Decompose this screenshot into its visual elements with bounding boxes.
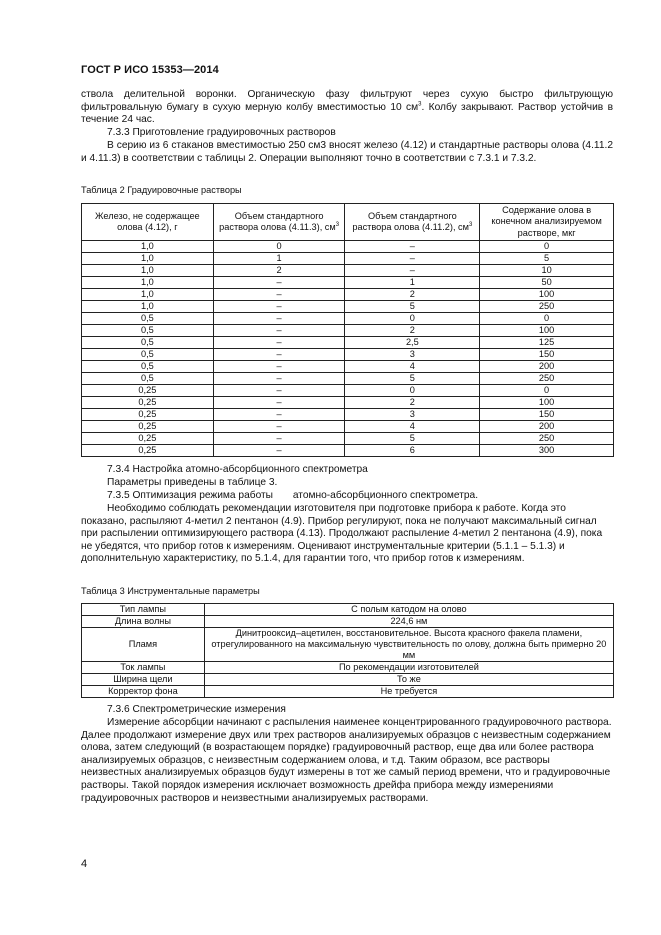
table2-cell: 300 <box>480 445 614 457</box>
table2-cell: 3 <box>345 349 480 361</box>
table2-cell: – <box>345 265 480 277</box>
table2-cell: 250 <box>480 373 614 385</box>
section-7-3-5-heading: 7.3.5 Оптимизация режима работы атомно-абсорбционного спектрометра. <box>107 490 479 501</box>
table2-header-tin-content: Содержание олова в конечном анализируемом растворе, мкг <box>480 204 614 241</box>
table2-cell: 200 <box>480 361 614 373</box>
table2-cell: – <box>213 325 345 337</box>
table2-row <box>82 361 614 373</box>
table2-cell: 5 <box>345 301 480 313</box>
table2-cell: 0,5 <box>82 361 214 373</box>
table3-parameter-name: Ток лампы <box>82 662 205 674</box>
section-7-3-6-heading: 7.3.6 Спектрометрические измерения <box>107 704 286 715</box>
table2-cell: – <box>213 361 345 373</box>
table2-cell: 0 <box>345 385 480 397</box>
table2-cell: 0,25 <box>82 433 214 445</box>
table2-cell: 5 <box>480 253 614 265</box>
table2-cell: 0 <box>480 241 614 253</box>
table2-cell: 0 <box>213 241 345 253</box>
table2-cell: 0,25 <box>82 385 214 397</box>
table2-cell: 1,0 <box>82 277 214 289</box>
table2-row <box>82 313 614 325</box>
table3-parameter-name: Корректор фона <box>82 686 205 698</box>
table3-row <box>82 604 614 616</box>
table2-cell: 50 <box>480 277 614 289</box>
table2-row <box>82 301 614 313</box>
table2-header-volume-4-11-2: Объем стандартного раствора олова (4.11.2), $см^3$ <box>345 204 480 241</box>
table2-cell: 3 <box>345 409 480 421</box>
table2-cell: – <box>213 433 345 445</box>
table3-parameter-name: Длина волны <box>82 616 205 628</box>
table2-cell: 1 <box>345 277 480 289</box>
table2-cell: 100 <box>480 289 614 301</box>
section-7-3-6-text: Измерение абсорбции начинают с распыления наименее концентрированного градуировочного раствора. Далее продолжают измерение двух или трех растворов анализируемых образцов с неизвестным содержанием олова, затем следующий (в возрастающем порядке) градуировочный раствор, еще два или более раствора анализируемых образцов, с неизвестным содержанием олова, и т.д. Таким образом, все растворы неизвестных анализируемых образцов будут измерены в тот же самый период времени, что и градуировочные растворы. Такой порядок измерения исключает возможность дрейфа прибора между измерениями градуировочных растворов и неизвестными анализируемых растворами. <box>81 717 612 804</box>
table2-cell: 6 <box>345 445 480 457</box>
table2-cell: 10 <box>480 265 614 277</box>
table2-cell: 1,0 <box>82 289 214 301</box>
table2-cell: 2 <box>213 265 345 277</box>
table2-cell: – <box>213 313 345 325</box>
section-7-3-3-heading: 7.3.3 Приготовление градуировочных растворов <box>107 127 336 138</box>
table2-cell: – <box>345 241 480 253</box>
table2-cell: – <box>213 445 345 457</box>
table2-cell: 1 <box>213 253 345 265</box>
table2-cell: 2 <box>345 325 480 337</box>
table2-cell: – <box>213 421 345 433</box>
table3-parameter-name: Ширина щели <box>82 674 205 686</box>
table2-row <box>82 289 614 301</box>
table2-cell: 0,25 <box>82 445 214 457</box>
table2-cell: 0,5 <box>82 313 214 325</box>
table3-body <box>82 604 614 698</box>
table2-row <box>82 241 614 253</box>
table3-row <box>82 674 614 686</box>
table2-body <box>82 241 614 457</box>
table2-cell: 100 <box>480 325 614 337</box>
table2-cell: – <box>345 253 480 265</box>
table2-cell: 5 <box>345 433 480 445</box>
table2-row <box>82 409 614 421</box>
table2-cell: 250 <box>480 301 614 313</box>
table2-cell: – <box>213 397 345 409</box>
table2-header-row <box>82 204 614 241</box>
table2-cell: – <box>213 301 345 313</box>
table3-parameter-value: Не требуется <box>204 686 613 698</box>
section-7-3-5-text: Необходимо соблюдать рекомендации изготовителя при подготовке прибора к работе. Когда это показано, распыляют 4-метил 2 пентанон (4.9). Прибор регулируют, пока не получают максимальный сигнал при распылении оптимизирующего раствора (4.13). Продолжают распыление 4-метил 2 пентанона (4.9), пока не убедятся, что прибор готов к измерениям. Оценивают инструментальные критерии (5.1.1 – 5.1.3) и дополнительную характеристику, по 5.1.4, для гарантии того, что прибор готов к измерениям. <box>81 503 603 565</box>
table3-parameter-name: Тип лампы <box>82 604 205 616</box>
table2-cell: 0,25 <box>82 397 214 409</box>
table2-cell: 5 <box>345 373 480 385</box>
table3-caption: Таблица 3 Инструментальные параметры <box>81 586 260 596</box>
section-7-3-3-text: В серию из 6 стаканов вместимостью 250 см3 вносят железо (4.12) и стандартные растворы олова (4.11.2 и 4.11.3) в соответствии с таблицы 2. Операции выполняют точно в соответствии с 7.3.1 и 7.3.2. <box>81 140 613 164</box>
table2-row <box>82 373 614 385</box>
table2-cell: 0,25 <box>82 409 214 421</box>
table2-cell: 0 <box>480 313 614 325</box>
table2-caption: Таблица 2 Градуировочные растворы <box>81 185 242 195</box>
table2-cell: 2 <box>345 397 480 409</box>
table3-parameter-value: То же <box>204 674 613 686</box>
page-number: 4 <box>81 858 88 870</box>
table2-row <box>82 433 614 445</box>
table2-cell: 125 <box>480 337 614 349</box>
table2-cell: 150 <box>480 409 614 421</box>
table3-parameter-value: С полым катодом на олово <box>204 604 613 616</box>
table2-row <box>82 421 614 433</box>
table2-cell: 0,5 <box>82 373 214 385</box>
table2-cell: – <box>213 337 345 349</box>
table2-cell: 0,5 <box>82 337 214 349</box>
table2-cell: – <box>213 289 345 301</box>
section-7-3-4-heading: 7.3.4 Настройка атомно-абсорбционного спектрометра <box>107 464 368 475</box>
table2-cell: 100 <box>480 397 614 409</box>
table3-parameter-value: 224,6 нм <box>204 616 613 628</box>
table3-row <box>82 686 614 698</box>
table2-header-volume-4-11-3: Объем стандартного раствора олова (4.11.3), $см^3$ <box>213 204 345 241</box>
table2-cell: – <box>213 409 345 421</box>
table2-cell: 1,0 <box>82 253 214 265</box>
table2-cell: – <box>213 385 345 397</box>
table2-cell: 1,0 <box>82 301 214 313</box>
table2-row <box>82 337 614 349</box>
table2-cell: – <box>213 349 345 361</box>
table2-row <box>82 385 614 397</box>
table2-cell: 0 <box>480 385 614 397</box>
table3-parameter-name: Пламя <box>82 628 205 662</box>
table2-cell: 1,0 <box>82 241 214 253</box>
table2-cell: 250 <box>480 433 614 445</box>
table2-row <box>82 253 614 265</box>
section-7-3-4-text: Параметры приведены в таблице 3. <box>107 477 278 488</box>
table2-row <box>82 349 614 361</box>
table2-cell: 200 <box>480 421 614 433</box>
table2-header-iron: Железо, не содержащее олова (4.12), г <box>82 204 214 241</box>
table2-cell: 0,5 <box>82 349 214 361</box>
table2-calibration-solutions <box>81 203 614 457</box>
table2-cell: 0,5 <box>82 325 214 337</box>
table3-instrument-parameters <box>81 603 614 698</box>
table2-cell: – <box>213 277 345 289</box>
table2-row <box>82 397 614 409</box>
table2-cell: 2,5 <box>345 337 480 349</box>
table3-row <box>82 628 614 662</box>
table2-cell: 2 <box>345 289 480 301</box>
table2-cell: 0,25 <box>82 421 214 433</box>
table2-cell: 4 <box>345 361 480 373</box>
table2-cell: 1,0 <box>82 265 214 277</box>
table2-row <box>82 277 614 289</box>
table3-row <box>82 616 614 628</box>
table3-parameter-value: По рекомендации изготовителей <box>204 662 613 674</box>
table3-row <box>82 662 614 674</box>
table3-parameter-value: Динитрооксид–ацетилен, восстановительное. Высота красного факела пламени, отрегулированного на максимальную чувствительность по олову, должна быть примерно 20 мм <box>204 628 613 662</box>
table2-row <box>82 325 614 337</box>
table2-cell: – <box>213 373 345 385</box>
table2-cell: 4 <box>345 421 480 433</box>
table2-cell: 0 <box>345 313 480 325</box>
document-header: ГОСТ Р ИСО 15353—2014 <box>81 64 219 76</box>
table2-cell: 150 <box>480 349 614 361</box>
table2-row <box>82 445 614 457</box>
paragraph-filtration: ствола делительной воронки. Органическую фазу фильтруют через сухую быстро фильтрующую фильтровальную бумагу в сухую мерную колбу вместимостью 10 $см^3$. Колбу закрывают. Раствор устойчив в течение 24 час. <box>81 89 613 126</box>
table2-row <box>82 265 614 277</box>
